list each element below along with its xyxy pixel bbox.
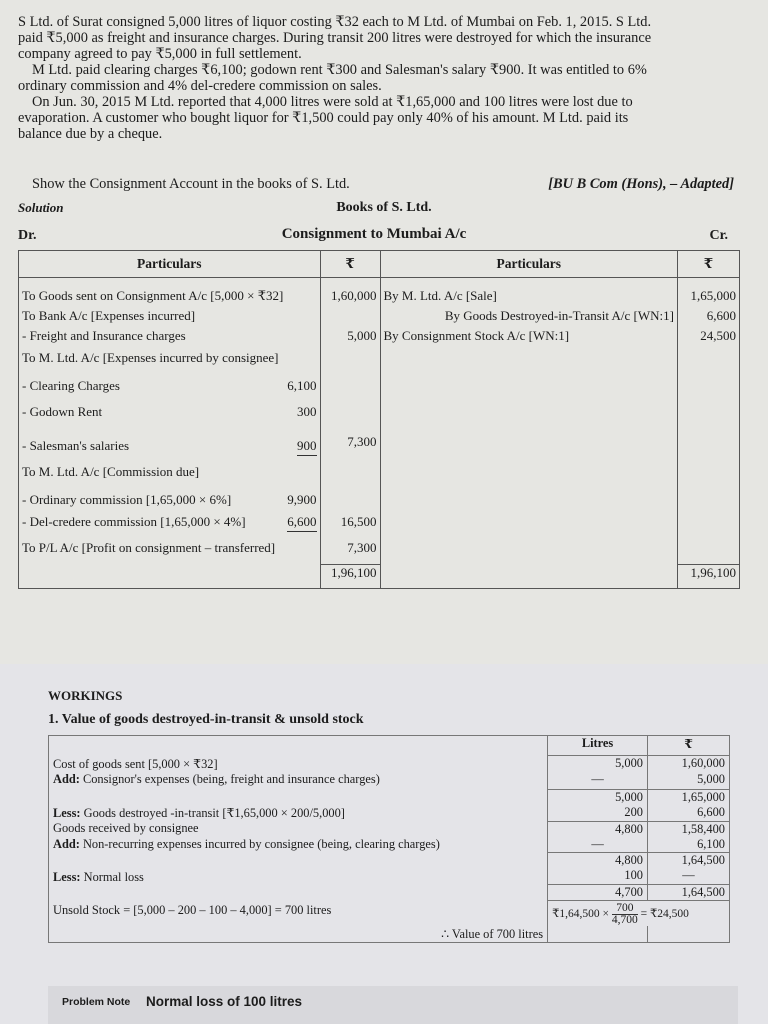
working-row	[49, 901, 730, 927]
working-label: Goods destroyed -in-transit [₹1,65,000 × 200/5,000]	[80, 806, 345, 820]
working-row	[49, 926, 730, 943]
working-label: ∴ Value of 700 litres	[49, 926, 548, 943]
working-row	[49, 821, 730, 837]
col-rupee-header: ₹	[648, 736, 730, 756]
cr-label: Cr.	[709, 228, 728, 243]
problem-line: S Ltd. of Surat consigned 5,000 litres of liquor costing ₹32 each to M Ltd. of Mumbai on Feb. 1, 2015. S Ltd.	[18, 14, 652, 30]
solution-label: Solution	[18, 200, 64, 215]
debit-particular: To Goods sent on Consignment A/c [5,000 × ₹32]	[19, 278, 321, 305]
calc-result: = ₹24,500	[640, 908, 689, 921]
working-litres: 4,800	[548, 821, 648, 837]
debit-subamount: 6,600	[287, 514, 316, 532]
debit-particular: - Freight and Insurance charges	[19, 328, 321, 350]
debit-particular: - Ordinary commission [1,65,000 × 6%]	[22, 492, 232, 507]
problem-line: balance due by a cheque.	[18, 126, 163, 142]
working-label: Consignor's expenses (being, freight and insurance charges)	[79, 771, 380, 786]
problem-text	[18, 14, 730, 142]
debit-subamount: 6,100	[287, 378, 317, 393]
working-label: Cost of goods sent [5,000 × ₹32]	[49, 756, 548, 772]
workings-heading: WORKINGS	[48, 688, 123, 703]
header-particulars-cr: Particulars	[380, 251, 677, 278]
account-title: Consignment to Mumbai A/c	[281, 226, 467, 242]
working-row	[49, 772, 730, 790]
workings-title: 1. Value of goods destroyed-in-transit & unsold stock	[48, 712, 364, 727]
ledger-row	[19, 328, 740, 350]
ledger-row	[19, 432, 740, 460]
credit-particular: By Consignment Stock A/c [WN:1]	[380, 328, 677, 350]
working-amount: —	[648, 868, 730, 885]
debit-particular: - Clearing Charges	[22, 378, 120, 393]
problem-note-label: Problem Note	[62, 996, 131, 1008]
working-row	[49, 790, 730, 806]
ledger-row	[19, 540, 740, 564]
working-row	[49, 805, 730, 821]
working-amount: 1,60,000	[648, 756, 730, 772]
problem-line: ordinary commission and 4% del-credere commission on sales.	[18, 78, 382, 94]
debit-particular: To M. Ltd. A/c [Commission due]	[19, 460, 321, 488]
working-amount: 5,000	[648, 772, 730, 790]
fraction-denominator: 4,700	[611, 914, 638, 926]
working-amount: 6,600	[648, 805, 730, 821]
debit-amount: 16,500	[320, 514, 380, 540]
debit-particular: To Bank A/c [Expenses incurred]	[19, 304, 321, 328]
credit-amount: 1,65,000	[677, 278, 739, 305]
working-label: Goods received by consignee	[49, 821, 548, 837]
problem-note-title: Normal loss of 100 litres	[146, 994, 303, 1009]
working-row	[49, 756, 730, 772]
debit-particular: To M. Ltd. A/c [Expenses incurred by consignee]	[19, 350, 321, 378]
consignment-ledger	[18, 250, 740, 589]
ledger-row	[19, 278, 740, 305]
working-litres: 200	[548, 805, 648, 821]
debit-subamount: 900	[297, 438, 317, 456]
source-citation: [BU B Com (Hons), – Adapted]	[548, 176, 734, 192]
col-litres-header: Litres	[548, 736, 648, 756]
ledger-row	[19, 514, 740, 540]
ledger-row	[19, 404, 740, 432]
fraction-numerator: 700	[612, 903, 638, 915]
ledger-row	[19, 488, 740, 514]
dr-label: Dr.	[18, 228, 37, 243]
working-litres: 4,700	[548, 885, 648, 901]
debit-subamount: 300	[297, 404, 317, 419]
debit-subamount: 9,900	[287, 492, 317, 507]
credit-particular: By Goods Destroyed-in-Transit A/c [WN:1]	[380, 304, 677, 328]
credit-amount: 6,600	[677, 304, 739, 328]
working-amount: 1,58,400	[648, 821, 730, 837]
working-amount: 6,100	[648, 837, 730, 853]
question-text: Show the Consignment Account in the books of S. Ltd.	[32, 176, 350, 192]
header-amount-dr: ₹	[320, 251, 380, 278]
credit-amount: 24,500	[677, 328, 739, 350]
problem-note-box	[48, 986, 738, 1024]
working-label: Normal loss	[80, 869, 144, 884]
books-title: Books of S. Ltd.	[336, 200, 432, 215]
calc-fraction	[612, 903, 638, 926]
ledger-row	[19, 350, 740, 378]
debit-amount: 7,300	[320, 432, 380, 460]
working-litres: —	[548, 772, 648, 790]
working-label-prefix: Less:	[53, 806, 81, 820]
workings-table	[48, 735, 730, 943]
ledger-row	[19, 304, 740, 328]
problem-line: evaporation. A customer who bought liquor for ₹1,500 could pay only 40% of his amount. M Ltd. paid its	[18, 110, 629, 126]
debit-particular: - Del-credere commission [1,65,000 × 4%]	[22, 514, 246, 529]
debit-particular: - Salesman's salaries	[22, 438, 130, 453]
debit-amount: 1,60,000	[320, 278, 380, 305]
debit-total: 1,96,100	[320, 564, 380, 588]
working-litres: —	[548, 837, 648, 853]
working-litres: 5,000	[548, 756, 648, 772]
working-row	[49, 885, 730, 901]
working-litres: 4,800	[548, 852, 648, 868]
debit-amount: 5,000	[320, 328, 380, 350]
working-label-prefix: Add:	[53, 836, 80, 851]
problem-line: M Ltd. paid clearing charges ₹6,100; godown rent ₹300 and Salesman's salary ₹900. It was entitled to 6%	[32, 62, 647, 78]
debit-particular: - Godown Rent	[22, 404, 103, 419]
header-amount-cr: ₹	[677, 251, 739, 278]
working-label-prefix: Add:	[53, 771, 80, 786]
ledger-total-row	[19, 564, 740, 588]
problem-line: company agreed to pay ₹5,000 in full settlement.	[18, 46, 302, 62]
working-litres: 5,000	[548, 790, 648, 806]
working-amount: 1,65,000	[648, 790, 730, 806]
header-particulars-dr: Particulars	[19, 251, 321, 278]
working-litres: 100	[548, 868, 648, 885]
working-row	[49, 868, 730, 885]
working-row	[49, 837, 730, 853]
problem-line: paid ₹5,000 as freight and insurance charges. During transit 200 litres were destroyed for which the insurance	[18, 30, 652, 46]
working-label: Non-recurring expenses incurred by consignee (being, clearing charges)	[79, 836, 440, 851]
working-label-prefix: Less:	[53, 869, 81, 884]
debit-amount: 7,300	[320, 540, 380, 564]
problem-line: On Jun. 30, 2015 M Ltd. reported that 4,000 litres were sold at ₹1,65,000 and 100 litres were lost due to	[32, 94, 633, 110]
working-amount: 1,64,500	[648, 885, 730, 901]
working-amount: 1,64,500	[648, 852, 730, 868]
calc-prefix: ₹1,64,500 ×	[552, 908, 609, 921]
credit-total: 1,96,100	[677, 564, 739, 588]
debit-particular: To P/L A/c [Profit on consignment – transferred]	[19, 540, 321, 564]
credit-particular: By M. Ltd. A/c [Sale]	[380, 278, 677, 305]
working-row	[49, 852, 730, 868]
ledger-row	[19, 460, 740, 488]
working-label: Unsold Stock = [5,000 – 200 – 100 – 4,000] = 700 litres	[49, 901, 548, 927]
ledger-row	[19, 378, 740, 404]
